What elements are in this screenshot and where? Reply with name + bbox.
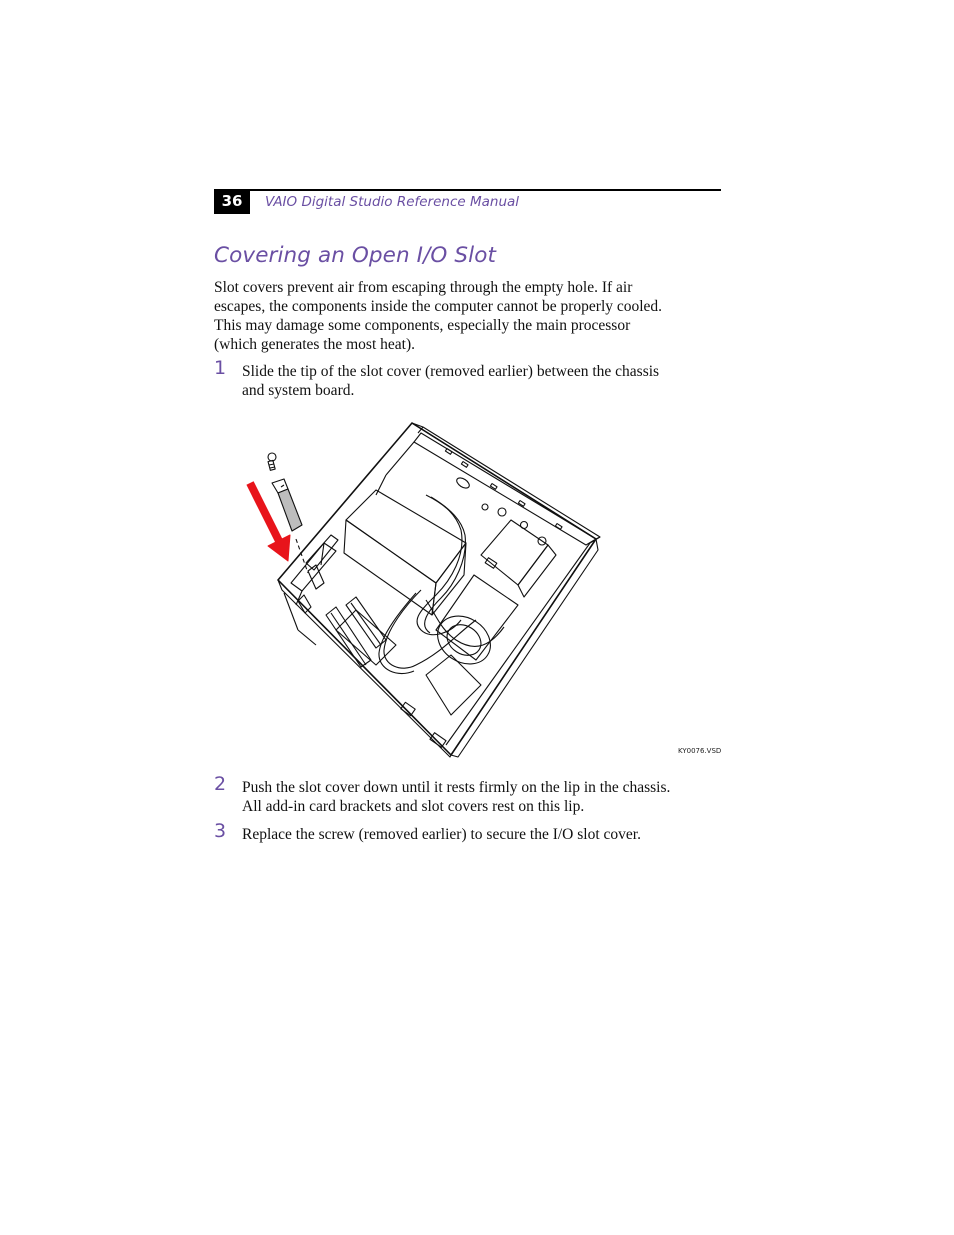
- step-line: Push the slot cover down until it rests firmly on the lip in the chassis.: [242, 779, 671, 796]
- running-title: VAIO Digital Studio Reference Manual: [265, 194, 520, 210]
- slot-cover-bracket: [272, 479, 302, 531]
- section-title: Covering an Open I/O Slot: [214, 243, 496, 268]
- step-line: Replace the screw (removed earlier) to secure the I/O slot cover.: [242, 826, 641, 843]
- intro-line: This may damage some components, especially the main processor: [214, 317, 631, 334]
- step-number: 2: [214, 773, 227, 795]
- intro-line: (which generates the most heat).: [214, 336, 415, 353]
- step-number: 3: [214, 820, 227, 842]
- intro-line: Slot covers prevent air from escaping through the empty hole. If air: [214, 279, 633, 296]
- step-text: [242, 362, 659, 400]
- page-number: 36: [214, 189, 250, 214]
- intro-line: escapes, the components inside the computer cannot be properly cooled.: [214, 298, 663, 315]
- step-line: All add-in card brackets and slot covers rest on this lip.: [242, 798, 585, 815]
- step-line: and system board.: [242, 382, 355, 399]
- step-text: [242, 825, 641, 844]
- step-line: Slide the tip of the slot cover (removed earlier) between the chassis: [242, 363, 660, 380]
- screw-icon: [268, 453, 276, 470]
- chassis-illustration: [236, 415, 726, 765]
- header-rule: [250, 189, 721, 191]
- step-text: [242, 778, 670, 816]
- figure-file-code: KY0076.VSD: [678, 747, 722, 755]
- intro-paragraph: [214, 278, 724, 354]
- step-number: 1: [214, 357, 227, 379]
